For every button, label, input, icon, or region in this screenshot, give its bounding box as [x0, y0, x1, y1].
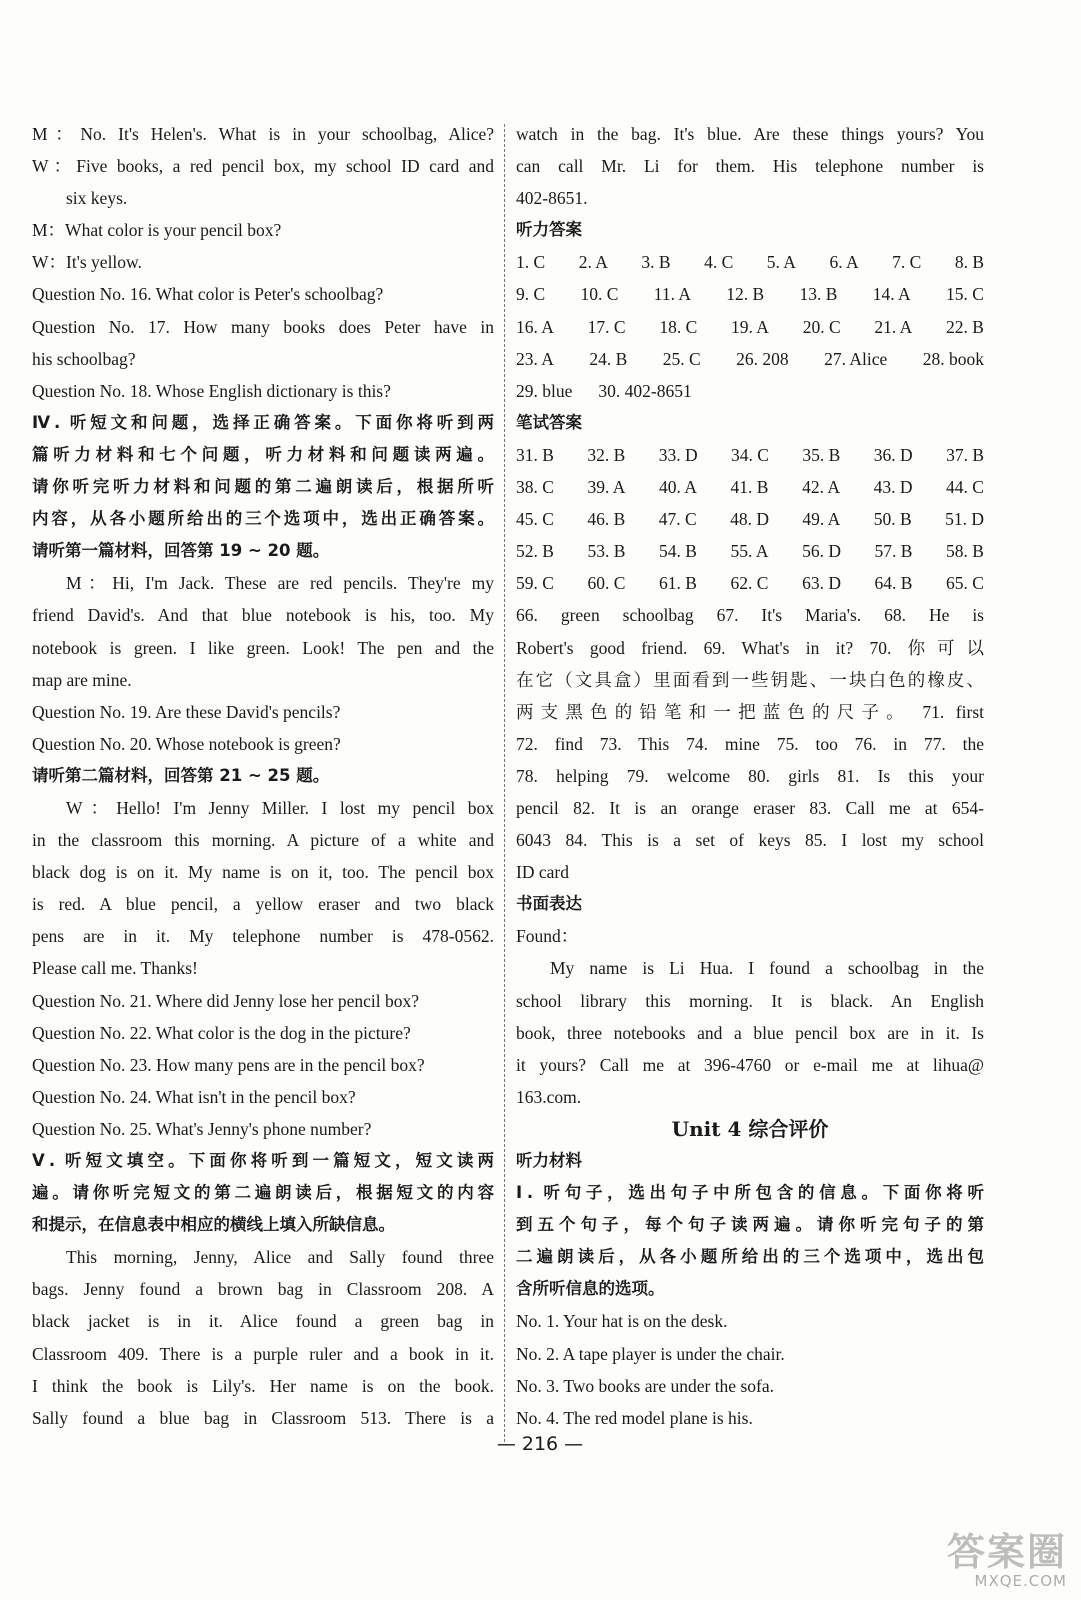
text-line: 二遍朗读后，从各小题所给出的三个选项中，选出包: [516, 1247, 984, 1267]
text-line: No. 4. The red model plane is his.: [516, 1407, 753, 1428]
page-number: — 216 —: [496, 1433, 584, 1455]
answer-item: 54. B: [659, 541, 697, 562]
text-line: 402-8651.: [516, 188, 588, 209]
answer-item: 19. A: [731, 316, 769, 337]
answer-item: 59. C: [516, 573, 554, 594]
text-line: black jacket is in it. Alice found a green bag in: [32, 1311, 494, 1332]
answer-item: 43. D: [873, 477, 913, 498]
answer-line: 72. find 73. This 74. mine 75. too 76. in 77. the: [516, 733, 984, 754]
text-line: map are mine.: [32, 669, 132, 690]
text-line: book, three notebooks and a blue pencil box are in it. Is: [516, 1022, 984, 1043]
right-column: [516, 118, 984, 1434]
answer-item: 60. C: [587, 573, 626, 594]
answer-row: [516, 278, 984, 310]
text-line: No. 3. Two books are under the sofa.: [516, 1375, 774, 1396]
text-line: Question No. 19. Are these David's pencils?: [32, 701, 341, 722]
text-line: 请听第一篇材料，回答第 19 ~ 20 题。: [32, 541, 330, 561]
answer-item: 44. C: [946, 477, 984, 498]
answer-item: 34. C: [731, 444, 769, 465]
text-line: W：Five books, a red pencil box, my school ID card and: [32, 156, 494, 177]
answer-row: [516, 343, 984, 375]
answer-item: 48. D: [730, 509, 769, 530]
text-line: can call Mr. Li for them. His telephone number is: [516, 156, 984, 177]
answer-item: 50. B: [873, 509, 912, 530]
answer-item: 9. C: [516, 284, 546, 305]
answer-row: [516, 471, 984, 503]
answer-item: 12. B: [726, 284, 765, 305]
text-line: in the classroom this morning. A picture of a white and: [32, 830, 494, 851]
written-answers-text: [516, 599, 984, 888]
text-line: M：What color is your pencil box?: [32, 220, 282, 241]
text-line: Question No. 25. What's Jenny's phone number?: [32, 1118, 372, 1139]
answer-line: 66. green schoolbag 67. It's Maria's. 68. He is: [516, 605, 984, 626]
text-line: 篇听力材料和七个问题，听力材料和问题读两遍。: [32, 444, 494, 464]
text-line: is red. A blue pencil, a yellow eraser and two black: [32, 894, 494, 915]
writing-heading: 书面表达: [516, 894, 582, 914]
answer-item: 26. 208: [736, 348, 789, 369]
text-line: Found：: [516, 926, 579, 947]
answer-item: 17. C: [587, 316, 626, 337]
answer-item: 32. B: [587, 444, 626, 465]
answer-item: 35. B: [802, 444, 841, 465]
text-line: school library this morning. It is black. An English: [516, 990, 984, 1011]
answer-item: 28. book: [922, 348, 984, 369]
answer-line: pencil 82. It is an orange eraser 83. Call me at 654-: [516, 797, 984, 818]
answer-item: 40. A: [659, 477, 697, 498]
answer-line: ID card: [516, 862, 569, 883]
answer-item: 6. A: [829, 252, 859, 273]
answer-item: 15. C: [946, 284, 984, 305]
text-line: black dog is on it. My name is on it, too. The pencil box: [32, 862, 494, 883]
answer-line: 两支黑色的铅笔和一把蓝色的尺子。 71. first: [516, 701, 984, 722]
answer-item: 7. C: [892, 252, 922, 273]
answer-item: 25. C: [662, 348, 701, 369]
answer-item: 14. A: [872, 284, 911, 305]
answer-item: 36. D: [873, 444, 913, 465]
text-line: Question No. 24. What isn't in the pencil box?: [32, 1086, 356, 1107]
answer-row: [516, 503, 984, 535]
answer-item: 10. C: [580, 284, 619, 305]
answer-row: [516, 567, 984, 599]
answer-item: 24. B: [589, 348, 628, 369]
answer-item: 13. B: [799, 284, 838, 305]
text-line: it yours? Call me at 396-4760 or e-mail me at lihua@: [516, 1054, 984, 1075]
answer-item: 55. A: [730, 541, 769, 562]
left-column: [32, 118, 494, 1434]
answer-row: [516, 311, 984, 343]
answer-item: 3. B: [641, 252, 671, 273]
text-line: Question No. 18. Whose English dictionary is this?: [32, 380, 391, 401]
unit-title: Unit 4 综合评价: [671, 1116, 829, 1141]
text-line: Question No. 20. Whose notebook is green?: [32, 733, 341, 754]
text-line: This morning, Jenny, Alice and Sally found three: [66, 1247, 494, 1268]
text-line: notebook is green. I like green. Look! The pen and the: [32, 637, 494, 658]
answer-item: 30. 402-8651: [598, 380, 692, 401]
answer-item: 62. C: [730, 573, 769, 594]
answer-item: 49. A: [802, 509, 841, 530]
text-line: W：Hello! I'm Jenny Miller. I lost my pencil box: [66, 797, 494, 818]
text-line: pens are in it. My telephone number is 478-0562.: [32, 926, 494, 947]
answer-item: 46. B: [587, 509, 626, 530]
text-line: Question No. 23. How many pens are in the pencil box?: [32, 1054, 425, 1075]
text-line: No. 2. A tape player is under the chair.: [516, 1343, 785, 1364]
text-line: Ⅴ. 听短文填空。下面你将听到一篇短文，短文读两: [32, 1151, 494, 1170]
answer-row: [516, 246, 984, 278]
answer-item: 61. B: [659, 573, 697, 594]
text-line: watch in the bag. It's blue. Are these things yours? You: [516, 124, 984, 144]
text-line: Question No. 16. What color is Peter's schoolbag?: [32, 284, 384, 305]
answer-item: 16. A: [516, 316, 554, 337]
answer-item: 65. C: [946, 573, 984, 594]
answer-item: 58. B: [946, 541, 984, 562]
answer-item: 42. A: [802, 477, 840, 498]
listening-answers-heading: 听力答案: [516, 220, 582, 240]
text-line: I think the book is Lily's. Her name is on the book.: [32, 1375, 494, 1396]
text-line: M：No. It's Helen's. What is in your schoolbag, Alice?: [32, 124, 494, 144]
answer-item: 20. C: [802, 316, 841, 337]
answer-item: 1. C: [516, 252, 546, 273]
text-line: 遍。请你听完短文的第二遍朗读后，根据短文的内容: [32, 1183, 494, 1203]
answer-item: 63. D: [802, 573, 841, 594]
answer-row: [516, 535, 984, 567]
text-line: 含所听信息的选项。: [516, 1279, 665, 1299]
text-line: 请你听完听力材料和问题的第二遍朗读后，根据所听: [32, 477, 494, 497]
text-line: 163.com.: [516, 1086, 582, 1107]
answer-item: 2. A: [578, 252, 608, 273]
text-line: M：Hi, I'm Jack. These are red pencils. They're my: [66, 573, 494, 594]
text-line: My name is Li Hua. I found a schoolbag in the: [550, 958, 984, 979]
answer-item: 18. C: [659, 316, 698, 337]
answer-item: 22. B: [946, 316, 984, 337]
text-line: Classroom 409. There is a purple ruler and a book in it.: [32, 1343, 494, 1364]
text-line: 和提示，在信息表中相应的横线上填入所缺信息。: [32, 1215, 395, 1235]
text-line: six keys.: [66, 188, 128, 209]
watermark-logo: [889, 1532, 1067, 1594]
answer-item: 38. C: [516, 477, 554, 498]
text-line: 内容，从各小题所给出的三个选项中，选出正确答案。: [32, 509, 494, 529]
text-line: Question No. 17. How many books does Peter have in: [32, 316, 494, 337]
text-line: Question No. 21. Where did Jenny lose her pencil box?: [32, 990, 420, 1011]
answer-item: 29. blue: [516, 380, 573, 401]
writing-sample: [516, 920, 984, 1113]
answer-line: Robert's good friend. 69. What's in it? 70. 你可以: [516, 637, 984, 658]
answer-item: 37. B: [946, 444, 984, 465]
text-line: Please call me. Thanks!: [32, 958, 198, 979]
answer-line: 78. helping 79. welcome 80. girls 81. Is this your: [516, 765, 984, 786]
answer-line: 在它（文具盒）里面看到一些钥匙、一块白色的橡皮、: [516, 669, 984, 690]
answer-item: 31. B: [516, 444, 554, 465]
text-line: Question No. 22. What color is the dog in the picture?: [32, 1022, 411, 1043]
intro-continued: [516, 118, 984, 214]
watermark-url: MXQE.COM: [974, 1572, 1067, 1590]
answer-item: 33. D: [658, 444, 698, 465]
answer-item: 52. B: [516, 541, 554, 562]
answer-item: 45. C: [516, 509, 554, 530]
text-line: W：It's yellow.: [32, 252, 142, 273]
listening-material: [516, 1177, 984, 1434]
answer-item: 47. C: [658, 509, 697, 530]
text-line: friend David's. And that blue notebook is his, too. My: [32, 605, 494, 626]
listening-material-heading: 听力材料: [516, 1151, 582, 1170]
answer-item: 41. B: [730, 477, 769, 498]
answer-row: [516, 375, 984, 407]
answer-item: 39. A: [587, 477, 626, 498]
answer-item: 51. D: [945, 509, 984, 530]
text-line: 到五个句子，每个句子读两遍。请你听完句子的第: [516, 1215, 984, 1235]
text-line: 请听第二篇材料，回答第 21 ~ 25 题。: [32, 765, 330, 785]
answer-item: 57. B: [874, 541, 913, 562]
answer-item: 4. C: [704, 252, 734, 273]
listening-answers: [516, 246, 984, 406]
text-line: his schoolbag?: [32, 348, 136, 369]
answer-item: 53. B: [587, 541, 626, 562]
answer-item: 27. Alice: [824, 348, 888, 369]
answer-item: 5. A: [766, 252, 796, 273]
text-line: No. 1. Your hat is on the desk.: [516, 1311, 728, 1332]
text-line: Sally found a blue bag in Classroom 513. There is a: [32, 1407, 494, 1428]
answer-item: 64. B: [874, 573, 913, 594]
written-answers-heading: 笔试答案: [516, 412, 582, 432]
text-line: Ⅳ. 听短文和问题，选择正确答案。下面你将听到两: [32, 412, 494, 432]
column-divider: [504, 124, 505, 1442]
answer-line: 6043 84. This is a set of keys 85. I lost my school: [516, 830, 984, 851]
text-line: Ⅰ. 听句子，选出句子中所包含的信息。下面你将听: [516, 1183, 984, 1203]
written-answers: [516, 439, 984, 599]
answer-item: 23. A: [516, 348, 554, 369]
text-line: bags. Jenny found a brown bag in Classroom 208. A: [32, 1279, 494, 1300]
answer-item: 8. B: [954, 252, 984, 273]
answer-item: 56. D: [802, 541, 841, 562]
answer-item: 21. A: [874, 316, 913, 337]
answer-item: 11. A: [653, 284, 691, 305]
answer-row: [516, 439, 984, 471]
watermark-text: 答案圈: [946, 1530, 1067, 1574]
